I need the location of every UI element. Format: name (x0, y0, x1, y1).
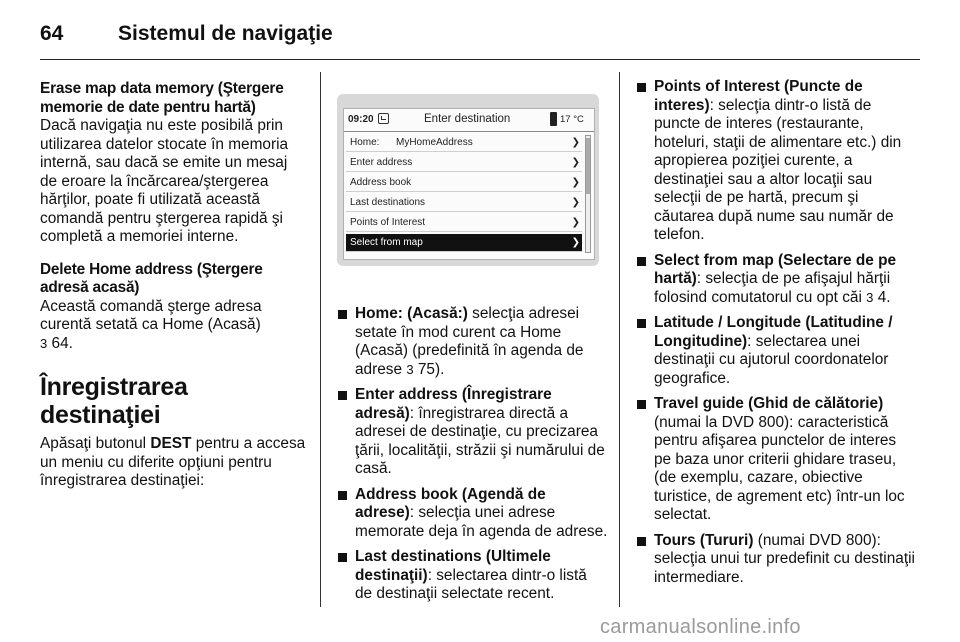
nav-row-last-destinations[interactable]: Last destinations ❯ (346, 194, 582, 212)
page-header (40, 14, 920, 54)
page-ref-icon: 3 (406, 361, 414, 377)
nav-screen-illustration (337, 94, 599, 266)
column-divider (619, 72, 620, 607)
nav-scrollbar[interactable] (585, 135, 591, 253)
chevron-right-icon: ❯ (571, 157, 580, 168)
page-ref-icon: 3 (40, 335, 48, 351)
column-divider (320, 72, 321, 607)
dest-key: DEST (150, 435, 192, 452)
list-item: Latitude / Longitude (Latitudine / Longitudine): selectarea unei destinaţii cu ajutorul coordonatelor geografice. (637, 314, 917, 388)
delete-home-heading: Delete Home address (Ştergere adresă acasă) (40, 260, 263, 296)
nav-scroll-thumb[interactable] (586, 138, 590, 194)
header-divider (40, 59, 920, 60)
delete-home-text: Această comandă şterge adresa curentă setată ca Home (Acasă) 3 64. (40, 297, 262, 352)
phone-icon (550, 112, 557, 126)
chevron-right-icon: ❯ (571, 237, 580, 248)
column-middle (338, 305, 608, 611)
list-item: Home: (Acasă:) selecţia adresei setate în mod curent ca Home (Acasă) (predefinită în agenda de adrese 3 75). (338, 305, 608, 379)
nav-row-points-of-interest[interactable]: Points of Interest ❯ (346, 214, 582, 232)
nav-time: 09:20 (348, 114, 374, 125)
nav-status-bar (344, 109, 594, 132)
nav-title: Enter destination (424, 113, 511, 125)
page-title: Sistemul de navigaţie (118, 22, 333, 45)
back-icon (378, 113, 389, 124)
chevron-right-icon: ❯ (571, 177, 580, 188)
nav-row-select-from-map[interactable]: Select from map ❯ (346, 234, 582, 252)
chevron-right-icon: ❯ (571, 197, 580, 208)
column-right (637, 78, 917, 594)
section-heading: Înregistrarea destinaţiei (40, 373, 188, 429)
list-item: Select from map (Selectare de pe hartă): selecţia de pe afişajul hărţii folosind comutatorul cu opt căi 3 4. (637, 252, 917, 308)
nav-row-enter-address[interactable]: Enter address ❯ (346, 154, 582, 172)
nav-display (343, 108, 595, 260)
nav-row-home[interactable]: Home: MyHomeAddress ❯ (346, 134, 582, 152)
erase-heading: Erase map data memory (Ştergere memorie de date pentru hartă) (40, 80, 284, 116)
nav-temperature: 17 °C (560, 114, 584, 125)
list-item: Address book (Agendă de adrese): selecţia unei adrese memorate deja în agenda de adrese. (338, 486, 608, 542)
chevron-right-icon: ❯ (571, 217, 580, 228)
page-ref: 64. (51, 334, 73, 352)
list-item: Tours (Tururi) (numai DVD 800): selecţia unui tur predefinit cu destinaţii intermediare. (637, 532, 917, 588)
page-ref-icon: 3 (866, 289, 874, 305)
page-number: 64 (40, 22, 64, 45)
list-item: Travel guide (Ghid de călătorie) (numai la DVD 800): caracteristică pentru afişarea punctelor de interes pe baza unor criterii ghidare traseu, (de exemplu, cazare, obiective turistice, de agrement etc) într-un loc selectat. (637, 395, 917, 525)
column-left (40, 80, 308, 505)
chevron-right-icon: ❯ (571, 137, 580, 148)
watermark: carmanualsonline.info (600, 616, 801, 638)
list-item: Last destinations (Ultimele destinaţii): selectarea dintr-o listă de destinaţii selectate recent. (338, 548, 608, 604)
list-item: Points of Interest (Puncte de interes): selecţia dintr-o listă de puncte de interes (restaurante, hoteluri, staţii de alimentare etc.) din apropierea poziţiei curente, a destinaţiei sau a altor locaţii sau selecţii de pe hartă, precum şi căutarea după nume sau număr de telefon. (637, 78, 917, 245)
intro-text: Apăsaţi butonul DEST pentru a accesa un meniu cu diferite opţiuni pentru înregistrarea destinaţiei: (40, 435, 306, 489)
erase-text: Dacă navigaţia nu este posibilă prin utilizarea datelor stocate în memoria internă, sau dacă se emite un mesaj de eroare la încărcarea/ştergerea hărţilor, poate fi utilizată această comandă pentru ştergerea rapidă şi completă a memoriei interne. (40, 117, 289, 245)
list-item: Enter address (Înregistrare adresă): înregistrarea directă a adresei de destinaţie, cu precizarea ţării, localităţii, străzii şi numărului de casă. (338, 386, 608, 479)
nav-row-address-book[interactable]: Address book ❯ (346, 174, 582, 192)
